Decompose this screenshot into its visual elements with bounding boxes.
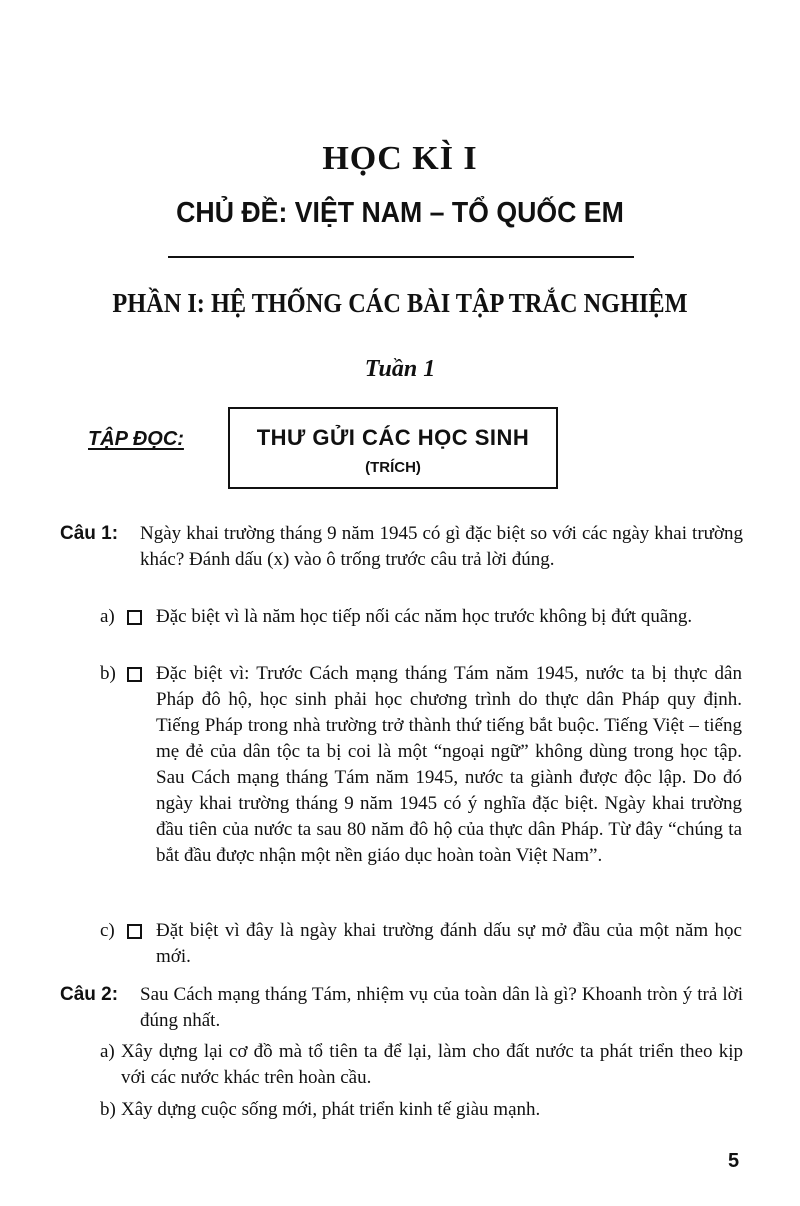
lesson-title: THƯ GỬI CÁC HỌC SINH [256,425,530,450]
question-2-option-a-text[interactable]: Xây dựng lại cơ đồ mà tổ tiên ta để lại, làm cho đất nước ta phát triển theo kịp với các nước khác trên hoàn cầu. [121,1041,743,1088]
question-2-option-b-text[interactable]: Xây dựng cuộc sống mới, phát triển kinh tế giàu mạnh. [121,1099,541,1120]
question-2-label: Câu 2: [60,984,119,1005]
question-1-option-c-letter: c) [100,920,115,941]
lesson-title-box [228,407,558,489]
topic-divider [168,256,634,258]
question-1-option-a-checkbox[interactable] [127,610,142,625]
question-1-option-a-letter: a) [100,606,115,627]
question-1-option-b-checkbox[interactable] [127,667,142,682]
question-2-option-a-letter: a) [100,1041,115,1062]
section-label: TẬP ĐỌC: [88,428,184,450]
question-2-text: Sau Cách mạng tháng Tám, nhiệm vụ của toàn dân là gì? Khoanh tròn ý trả lời đúng nhất. [140,984,743,1031]
part-title: PHẦN I: HỆ THỐNG CÁC BÀI TẬP TRẮC NGHIỆM [112,288,688,318]
question-1-option-a-text: Đặc biệt vì là năm học tiếp nối các năm học trước không bị đứt quãng. [156,606,693,627]
question-1-option-b-letter: b) [100,663,116,684]
question-1-option-c-text: Đặt biệt vì đây là ngày khai trường đánh dấu sự mở đầu của một năm học mới. [156,920,742,967]
question-1-label: Câu 1: [60,523,119,544]
topic-title: CHỦ ĐỀ: VIỆT NAM – TỔ QUỐC EM [176,197,624,229]
question-1-option-c-checkbox[interactable] [127,924,142,939]
question-2-option-b-letter: b) [100,1099,116,1120]
lesson-subtitle: (TRÍCH) [365,459,421,476]
page-number: 5 [728,1150,740,1172]
question-1-option-b-text: Đặc biệt vì: Trước Cách mạng tháng Tám năm 1945, nước ta bị thực dân Pháp đô hộ, học sinh phải học chương trình do thực dân Pháp quy định. Tiếng Pháp trong nhà trường trở thành thứ tiếng bắt buộc. Tiếng Việt – tiếng mẹ đẻ của dân tộc ta bị coi là một “ngoại ngữ” không dùng trong học tập. Sau Cách mạng tháng Tám năm 1945, nước ta giành được độc lập. Do đó ngày khai trường tháng 9 năm 1945 có ý nghĩa đặc biệt. Ngày khai trường đầu tiên của nước ta sau 80 năm đô hộ của thực dân Pháp. Từ đây “chúng ta bắt đầu được nhận một nền giáo dục hoàn toàn Việt Nam”. [156,663,742,866]
question-1-text: Ngày khai trường tháng 9 năm 1945 có gì đặc biệt so với các ngày khai trường khác? Đánh dấu (x) vào ô trống trước câu trả lời đúng. [140,523,743,570]
semester-title: HỌC KÌ I [322,140,478,177]
week-title: Tuần 1 [364,356,436,382]
